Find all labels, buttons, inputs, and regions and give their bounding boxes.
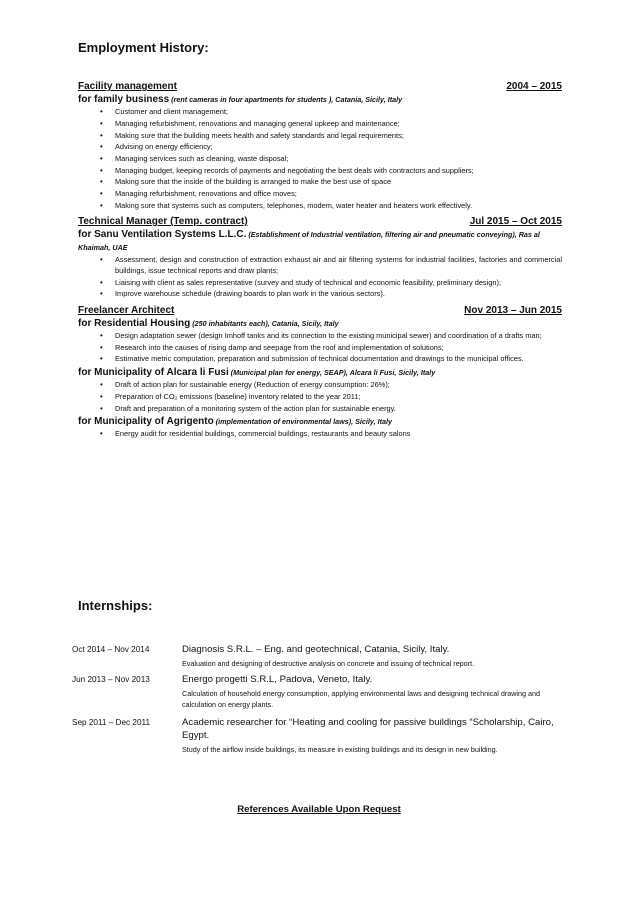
- list-item: • Improve warehouse schedule (drawing boards to plan work in the various sectors).: [115, 289, 562, 300]
- list-item: • Design adaptation sewer (design Imhoff tanks and its connection to the existing municipal sewer) and coordination of a drafts man;: [115, 331, 562, 342]
- job-employer-detail: (250 inhabitants each), Catania, Sicily, Italy: [190, 318, 339, 328]
- list-item: • Liaising with client as sales representative (survey and study of technical and economic feasibility, preliminary design);: [115, 278, 562, 289]
- internship-period: Jun 2013 – Nov 2013: [72, 675, 150, 684]
- internships-heading: Internships:: [78, 598, 153, 613]
- job-duties: [78, 331, 562, 365]
- list-item: • Managing budget, keeping records of payments and negotiating the best deals with contractors and suppliers;: [115, 166, 562, 177]
- list-item: • Making sure that the building meets health and safety standards and legal requirements;: [115, 131, 562, 142]
- job-employer: [78, 317, 562, 330]
- job-entry: [78, 80, 562, 211]
- list-item: • Research into the causes of rising damp and seepage from the roof and implementation of solutions;: [115, 343, 562, 354]
- internship-org: Energo progetti S.R.L, Padova, Veneto, Italy.: [182, 674, 373, 685]
- job-entry: [78, 366, 562, 414]
- job-title: Technical Manager (Temp. contract): [78, 216, 248, 228]
- job-employer: [78, 228, 562, 254]
- list-item: • Energy audit for residential buildings, commercial buildings, restaurants and beauty salons: [115, 429, 562, 440]
- job-title: Freelancer Architect: [78, 304, 175, 316]
- list-item: • Customer and client management;: [115, 107, 562, 118]
- job-duties: [78, 107, 562, 211]
- job-title: Facility management: [78, 81, 177, 92]
- job-employer-name: for Sanu Ventilation Systems L.L.C.: [78, 229, 247, 241]
- job-employer-name: for family business: [78, 94, 170, 105]
- job-entry: [78, 215, 562, 300]
- job-employer-detail: (rent cameras in four apartments for students ), Catania, Sicily, Italy: [169, 95, 403, 104]
- job-employer-detail: (Establishment of Industrial ventilation, filtering air and pneumatic conveying), Ras al Khaimah, UAE: [78, 230, 540, 253]
- job-duties: [78, 255, 562, 299]
- job-employer-name: for Residential Housing: [78, 317, 191, 329]
- job-employer: [78, 415, 562, 428]
- job-employer-name: for Municipality of Agrigento: [78, 416, 214, 428]
- list-item: • Draft and preparation of a monitoring system of the action plan for sustainable energy.: [115, 404, 562, 415]
- job-dates: Jul 2015 – Oct 2015: [469, 216, 562, 228]
- job-duties: [78, 429, 562, 440]
- list-item: • Draft of action plan for sustainable energy (Reduction of energy consumption: 26%);: [115, 380, 562, 391]
- list-item: • Managing services such as cleaning, waste disposal;: [115, 154, 562, 165]
- internship-desc: Study of the airflow inside buildings, its measure in existing buildings and its design in new building.: [182, 745, 498, 754]
- job-duties: [78, 380, 562, 414]
- job-employer-detail: (Municipal plan for energy, SEAP), Alcara li Fusi, Sicily, Italy: [228, 368, 436, 377]
- list-item: • Making sure that systems such as computers, telephones, modem, water heater and heaters work effectively.: [115, 201, 562, 212]
- list-item: • Managing refurbishment, renovations and managing general upkeep and maintenance;: [115, 119, 562, 130]
- references-note: References Available Upon Request: [237, 804, 401, 815]
- job-dates: Nov 2013 – Jun 2015: [464, 304, 562, 316]
- job-employer-detail: (implementation of environmental laws), Sicily, Italy: [213, 417, 392, 427]
- internship-period: Oct 2014 – Nov 2014: [72, 645, 150, 654]
- job-entry: [78, 304, 562, 365]
- internship-desc: Calculation of household energy consumption, applying environmental laws and designing technical drawing and calculation on energy plants.: [182, 689, 541, 709]
- job-dates: 2004 – 2015: [506, 81, 562, 92]
- list-item: • Preparation of CO₂ emissions (baseline) inventory related to the year 2011;: [115, 392, 562, 403]
- list-item: • Managing refurbishment, renovations and office moves;: [115, 189, 562, 200]
- list-item: • Advising on energy efficiency;: [115, 142, 562, 153]
- job-employer-name: for Municipality of Alcara li Fusi: [78, 367, 229, 378]
- list-item: • Assessment, design and construction of extraction exhaust air and air filtering systems for industrial facilities, factories and commercial buildings, issue technical reports and draw plants;: [115, 255, 562, 276]
- jobs-list: [78, 76, 562, 441]
- list-item: • Estimative metric computation, preparation and submission of technical documentation and drawings to the municipal offices.: [115, 354, 562, 365]
- internship-desc: Evaluation and designing of destructive analysis on concrete and issuing of technical report.: [182, 659, 475, 668]
- internship-org: Academic researcher for “Heating and cooling for passive buildings “Scholarship, Cairo, Egypt.: [182, 717, 554, 741]
- job-header: [78, 215, 562, 228]
- job-employer: [78, 93, 562, 106]
- job-employer: [78, 366, 562, 379]
- list-item: • Making sure that the inside of the building is arranged to make the best use of space: [115, 177, 562, 188]
- employment-heading: Employment History:: [78, 40, 209, 55]
- job-header: [78, 80, 562, 93]
- job-header: [78, 304, 562, 317]
- internship-org: Diagnosis S.R.L. – Eng. and geotechnical, Catania, Sicily, Italy.: [182, 644, 450, 655]
- internship-period: Sep 2011 – Dec 2011: [72, 718, 150, 727]
- job-entry: [78, 415, 562, 440]
